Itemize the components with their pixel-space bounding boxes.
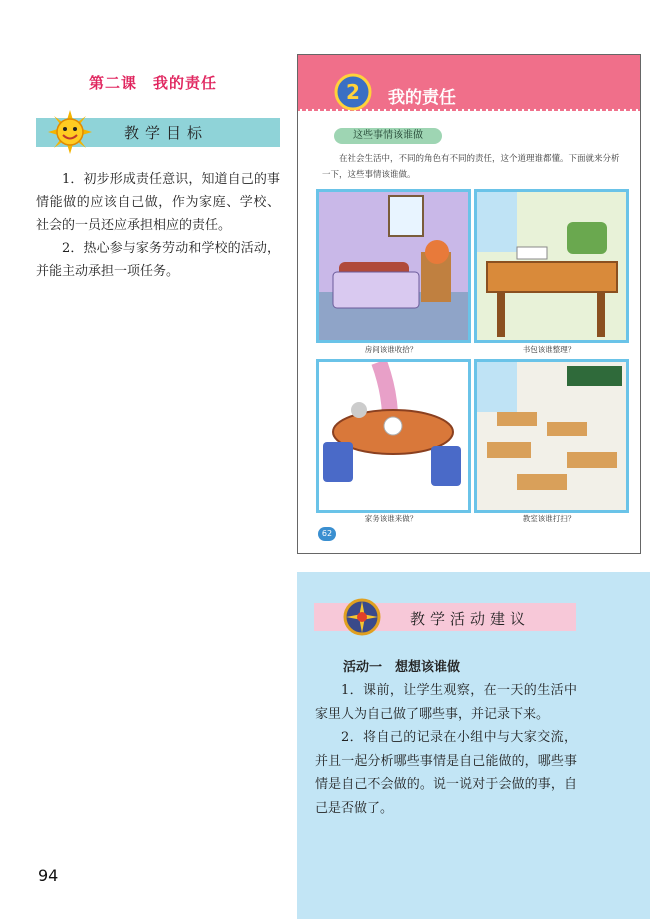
picture-caption: 家务该谁来做？ — [364, 514, 418, 523]
textbook-intro: 在社会生活中，不同的角色有不同的责任，这个道理谁都懂。下面就来分析一下，这些事情该谁做。 — [322, 154, 620, 180]
teaching-goals-text — [36, 168, 280, 283]
picture-caption: 房间该谁收拾？ — [364, 345, 418, 354]
activity-panel — [297, 572, 650, 919]
sun-icon — [48, 110, 92, 154]
goal-item: 1．初步形成责任意识，知道自己的事情能做的应该自己做，作为家庭、学校、社会的一员还应承担相应的责任。 — [36, 172, 280, 233]
teaching-goals-label: 教学目标 — [124, 124, 209, 142]
picture-caption: 教室该谁打扫？ — [522, 514, 576, 523]
teaching-goals-bar — [36, 118, 280, 147]
picture-messy-bedroom — [316, 189, 471, 343]
lesson-number: 2 — [346, 80, 360, 104]
activity-item: 1．课前，让学生观察，在一天的生活中家里人为自己做了哪些事，并记录下来。 — [315, 683, 577, 722]
picture-caption: 书包该谁整理？ — [522, 345, 576, 354]
lesson-title: 第二课 我的责任 — [89, 74, 218, 92]
activity-suggestions-label: 教学活动建议 — [410, 610, 531, 628]
picture-messy-dining-table — [316, 359, 471, 513]
activity-text — [315, 679, 577, 820]
activity-heading: 活动一 想想该谁做 — [343, 660, 461, 675]
page-number: 94 — [38, 866, 59, 885]
goal-item: 2．热心参与家务劳动和学校的活动，并能主动承担一项任务。 — [36, 241, 280, 279]
activity-item: 2．将自己的记录在小组中与大家交流，并且一起分析哪些事情是自己能做的，哪些事情是自己不会做的。说一说对于会做的事，自己是否做了。 — [315, 730, 577, 816]
textbook-title: 我的责任 — [388, 88, 456, 108]
picture-messy-classroom — [474, 359, 629, 513]
activity-suggestions-bar — [314, 603, 576, 631]
lesson-number-badge — [334, 73, 372, 111]
textbook-page-number: 62 — [318, 527, 336, 541]
compass-icon — [342, 597, 382, 637]
textbook-subtitle: 这些事情该谁做 — [334, 128, 442, 144]
picture-messy-desk — [474, 189, 629, 343]
textbook-page — [297, 54, 641, 554]
